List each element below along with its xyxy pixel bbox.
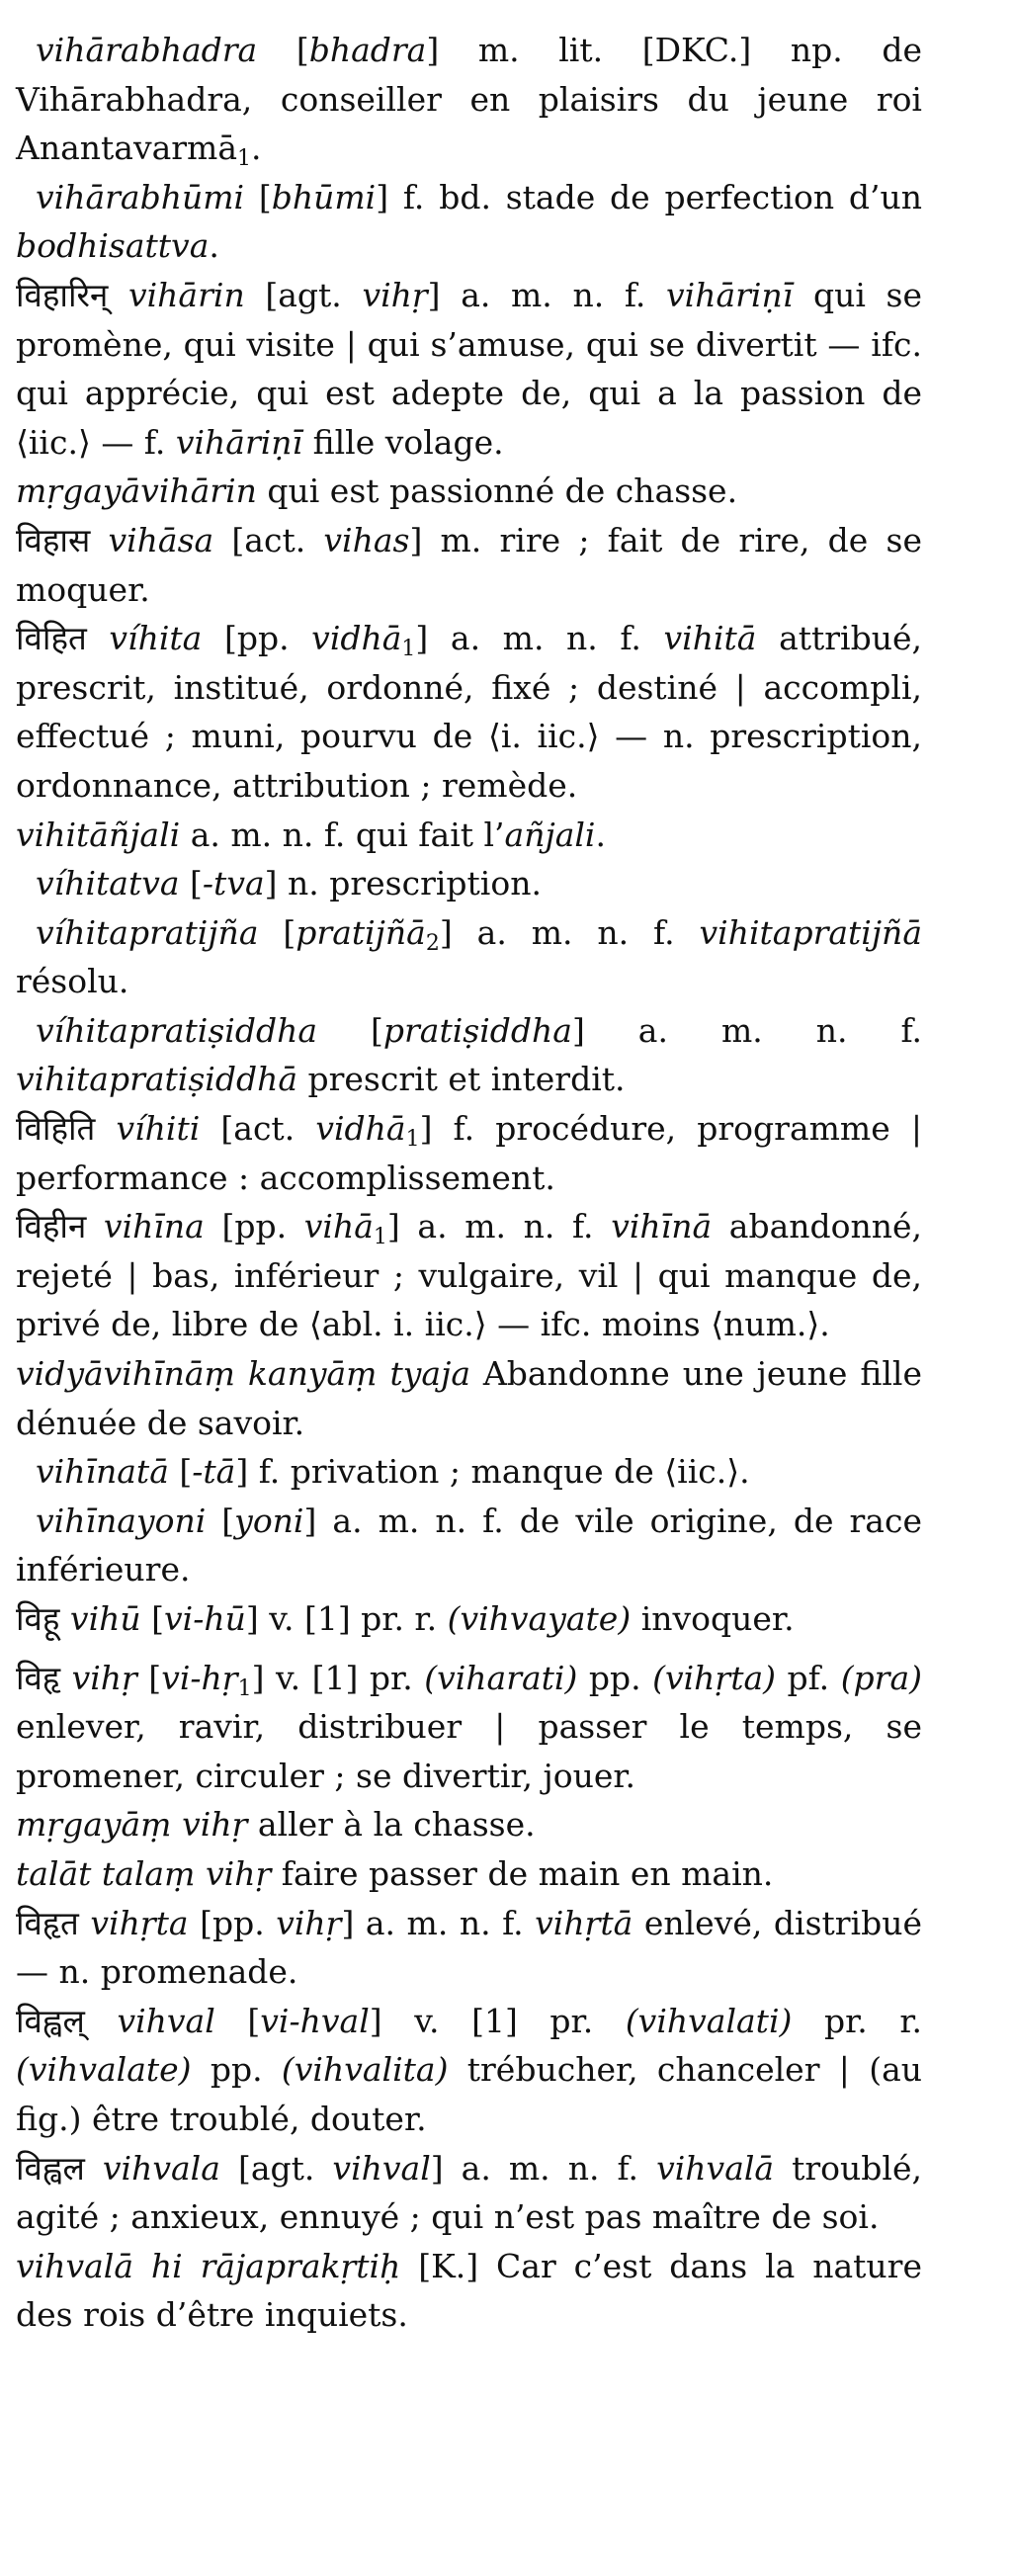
entry-text: qui est passionné de chasse. <box>256 472 738 511</box>
devanagari-headword: विहित <box>16 619 87 658</box>
italic-term: vihīnatā <box>36 1452 169 1492</box>
entry-text: ] m. rire ; fait de rire, de se moquer. <box>16 520 922 609</box>
entry-text <box>79 1904 91 1942</box>
italic-term: vihitā <box>663 619 757 658</box>
dictionary-entry-vihrta <box>16 1899 922 1997</box>
entry-text: pp. <box>577 1658 653 1697</box>
entry-text: [ <box>168 1452 193 1492</box>
italic-term: vi-hū <box>164 1599 246 1638</box>
italic-term: vihū <box>69 1599 141 1638</box>
italic-term: vihārabhadra <box>36 31 258 69</box>
entry-text: résolu. <box>16 962 129 1001</box>
italic-term: vihvalā <box>656 2148 775 2188</box>
entry-text: abandonné, rejeté | bas, inférieur ; vulgaire, vil | qui manque de, privé de, libre de ⟨abl. i. iic.⟩ — ifc. moins ⟨num.⟩. <box>16 1207 923 1344</box>
italic-term: -tā <box>192 1452 236 1492</box>
dictionary-entry-vihvala <box>16 2144 922 2242</box>
entry-text: ] a. m. n. f. <box>341 1903 536 1942</box>
italic-term: vihitāñjali <box>16 815 181 854</box>
entry-text: ] a. m. n. f. <box>386 1207 612 1246</box>
entry-text: pf. <box>776 1658 841 1697</box>
entry-text: pr. r. <box>792 2001 922 2040</box>
entry-text: [ <box>214 2001 261 2040</box>
italic-term: vihāriṇī <box>666 275 794 314</box>
dictionary-entry-vihita <box>16 614 922 810</box>
entry-text: invoquer. <box>631 1599 795 1638</box>
italic-term: vihīnā <box>611 1207 713 1246</box>
italic-term: bhadra <box>308 31 427 69</box>
dictionary-entry-vidyavihinam <box>16 1349 922 1447</box>
entry-text: fille volage. <box>302 422 504 462</box>
entry-text: [pp. <box>202 619 312 658</box>
entry-text: ] m. lit. [DKC.] np. de Vihārabhadra, conseiller en plaisirs du jeune roi Anantavarmā <box>16 31 922 168</box>
entry-text: troublé, agité ; anxieux, ennuyé ; qui n’est pas maître de soi. <box>16 2148 922 2237</box>
entry-text: ] f. privation ; manque de ⟨iic.⟩. <box>235 1452 750 1492</box>
homonym-subscript: 1 <box>237 146 252 172</box>
italic-term: mṛgayāṃ vihṛ <box>16 1805 248 1845</box>
homonym-subscript: 1 <box>373 1225 387 1250</box>
entry-text: attribué, prescrit, institué, ordonné, fixé ; destiné | accompli, effectué ; muni, pourvu de ⟨i. iic.⟩ — n. prescription, ordonnance, attribution ; remède. <box>16 619 923 805</box>
italic-term: mṛgayāvihārin <box>16 472 257 511</box>
dictionary-entry-vihina <box>16 1202 922 1349</box>
dictionary-entry-vihr <box>16 1654 922 1801</box>
italic-term: vi-hṛ <box>161 1658 238 1697</box>
italic-term: vidhā <box>315 1109 406 1149</box>
entry-text <box>85 2149 103 2188</box>
italic-term: (viharati) <box>424 1658 578 1697</box>
italic-term: vihāriṇī <box>175 422 303 462</box>
entry-text: qui se promène, qui visite | qui s’amuse, qui se divertit — ifc. qui apprécie, qui est adepte de, qui a la passion de ⟨iic.⟩ — f. <box>16 275 922 462</box>
italic-term: vihāsa <box>108 520 214 559</box>
dictionary-entry-vihinata <box>16 1447 922 1497</box>
italic-term: vihitapratiṣiddhā <box>16 1060 297 1099</box>
italic-term: vihīna <box>103 1207 205 1246</box>
entry-text <box>95 1109 116 1148</box>
italic-term: pratijñā <box>295 912 426 952</box>
entry-text: ] a. m. n. f. de vile origine, de race inférieure. <box>16 1501 922 1589</box>
italic-term: vidyāvihīnāṃ kanyāṃ tyaja <box>16 1354 471 1394</box>
dictionary-entry-vihasa <box>16 516 922 614</box>
entry-text: ] v. [1] pr. <box>369 2001 626 2040</box>
italic-term: (vihvalate) <box>16 2050 192 2090</box>
italic-term: (vihvalati) <box>625 2001 793 2040</box>
italic-term: vihṛ <box>71 1658 137 1697</box>
entry-text: [ <box>140 1599 165 1638</box>
devanagari-headword: विहास <box>16 520 91 559</box>
italic-term: víhitapratijña <box>36 912 259 952</box>
dictionary-entry-vihitapratisiddha <box>16 1006 922 1104</box>
dictionary-entry-vihiti <box>16 1104 922 1202</box>
dictionary-entry-mrgayam <box>16 1800 922 1849</box>
entry-text: [act. <box>213 520 324 559</box>
italic-term: vihvalā hi rājaprakṛtiḥ <box>16 2246 401 2285</box>
italic-term: vihṛ <box>362 275 428 314</box>
italic-term: vihas <box>323 520 410 559</box>
entry-text: [pp. <box>204 1207 304 1246</box>
italic-term: bhūmi <box>271 177 377 216</box>
italic-term: añjali <box>504 815 596 854</box>
entry-text: [ <box>244 177 272 216</box>
italic-term: vihval <box>332 2148 431 2188</box>
entry-text <box>86 1207 104 1245</box>
entry-text: trébucher, chanceler | (au fig.) être troublé, douter. <box>16 2050 922 2138</box>
dictionary-entry-mrgayaviharin <box>16 467 922 516</box>
entry-text: [ <box>179 864 203 903</box>
italic-term: vihārabhūmi <box>36 177 245 216</box>
entry-text: aller à la chasse. <box>247 1805 536 1845</box>
entry-text: [pp. <box>188 1903 277 1942</box>
entry-text: ] a. m. n. f. <box>571 1010 922 1050</box>
italic-term: vihā <box>303 1207 374 1246</box>
italic-term: (vihvayate) <box>447 1599 632 1638</box>
entry-text: enlever, ravir, distribuer | passer le temps, se promener, circuler ; se divertir, jouer. <box>16 1707 922 1795</box>
italic-term: vihval <box>117 2001 215 2040</box>
italic-term: vihvala <box>102 2148 220 2188</box>
entry-text: ] n. prescription. <box>264 864 542 903</box>
devanagari-headword: विहृत <box>16 1903 79 1942</box>
italic-term: vihārin <box>127 275 245 314</box>
italic-term: vidhā <box>311 619 402 658</box>
entry-text: enlevé, distribué — n. promenade. <box>16 1903 923 1992</box>
homonym-subscript: 1 <box>237 1675 252 1701</box>
devanagari-headword: विह्वल् <box>16 2001 85 2040</box>
italic-term: -tva <box>202 864 265 903</box>
entry-text: Abandonne une jeune fille dénuée de savoir. <box>16 1354 923 1442</box>
devanagari-headword: विहारिन् <box>16 275 109 314</box>
entry-text: [ <box>136 1658 162 1697</box>
entry-text: ] a. m. n. f. <box>427 275 667 314</box>
homonym-subscript: 2 <box>425 930 440 956</box>
entry-text: a. m. n. f. qui fait l’ <box>180 815 505 854</box>
homonym-subscript: 1 <box>401 637 416 662</box>
entry-text: ] a. m. n. f. <box>415 619 664 658</box>
entry-text <box>60 1659 72 1697</box>
dictionary-entry-viharabhumi <box>16 173 922 271</box>
entry-text <box>108 276 128 314</box>
dictionary-entry-vihu <box>16 1594 922 1644</box>
entry-text: pp. <box>191 2050 282 2090</box>
italic-term: vi-hval <box>260 2001 370 2040</box>
entry-text: ] f. procédure, programme | performance : accomplissement. <box>16 1109 922 1197</box>
entry-text <box>87 619 110 657</box>
devanagari-headword: विहिति <box>16 1109 96 1149</box>
entry-text: [act. <box>200 1109 316 1149</box>
entry-text: ] a. m. n. f. <box>430 2148 657 2188</box>
italic-term: vihṛ <box>276 1903 342 1942</box>
entry-text: prescrit et interdit. <box>297 1060 626 1099</box>
entry-text: ] v. [1] pr. r. <box>245 1599 448 1638</box>
entry-text: ] a. m. n. f. <box>439 912 700 952</box>
dictionary-entry-vihvala-hi <box>16 2242 922 2340</box>
dictionary-entry-vihitapratijna <box>16 908 922 1006</box>
italic-term: pratiṣiddha <box>382 1010 572 1050</box>
italic-term: (vihṛta) <box>652 1658 777 1697</box>
italic-term: (vihvalita) <box>281 2050 449 2090</box>
italic-term: vihīnayoni <box>36 1501 207 1540</box>
dictionary-entry-viharabhadra <box>16 26 922 173</box>
italic-term: vihitapratijñā <box>699 912 922 952</box>
italic-term: víhita <box>109 619 203 658</box>
italic-term: víhiti <box>116 1109 201 1149</box>
entry-text: [K.] Car c’est dans la nature des rois d’être inquiets. <box>16 2246 922 2335</box>
devanagari-headword: विहृ <box>16 1658 61 1697</box>
homonym-subscript: 1 <box>405 1127 420 1153</box>
entry-text: ] v. [1] pr. <box>251 1658 425 1697</box>
entry-text: ] f. bd. stade de perfection d’un <box>376 177 922 216</box>
entry-text: [ <box>257 31 309 69</box>
italic-term: bodhisattva <box>16 226 210 266</box>
devanagari-headword: विहीन <box>16 1207 87 1246</box>
entry-text: . <box>209 226 219 266</box>
devanagari-headword: विहू <box>16 1599 60 1638</box>
entry-text: . <box>595 815 606 854</box>
italic-term: víhitatva <box>36 864 180 903</box>
entry-text: faire passer de main en main. <box>271 1853 774 1893</box>
entry-text <box>59 1599 70 1638</box>
italic-term: (pra) <box>840 1658 923 1697</box>
entry-text: [agt. <box>219 2148 333 2188</box>
entry-text <box>90 521 108 559</box>
dictionary-entry-viharin <box>16 271 922 467</box>
dictionary-entry-talat <box>16 1849 922 1899</box>
italic-term: yoni <box>234 1501 304 1540</box>
italic-term: vihṛtā <box>535 1903 633 1942</box>
italic-term: talāt talaṃ vihṛ <box>16 1853 272 1893</box>
entry-text: . <box>251 129 262 168</box>
entry-text: [ <box>206 1501 235 1540</box>
dictionary-entry-vihinayoni <box>16 1497 922 1594</box>
entry-text: [ <box>258 912 296 952</box>
dictionary-entry-vihitanjali <box>16 811 922 860</box>
dictionary-entry-vihval <box>16 1997 922 2144</box>
entry-text: [ <box>317 1010 383 1050</box>
dictionary-entry-vihitatva <box>16 859 922 908</box>
italic-term: vihṛta <box>90 1903 189 1942</box>
italic-term: víhitapratiṣiddha <box>36 1010 317 1050</box>
devanagari-headword: विह्वल <box>16 2148 85 2188</box>
entry-text: [agt. <box>244 275 363 314</box>
entry-text <box>85 2002 118 2040</box>
